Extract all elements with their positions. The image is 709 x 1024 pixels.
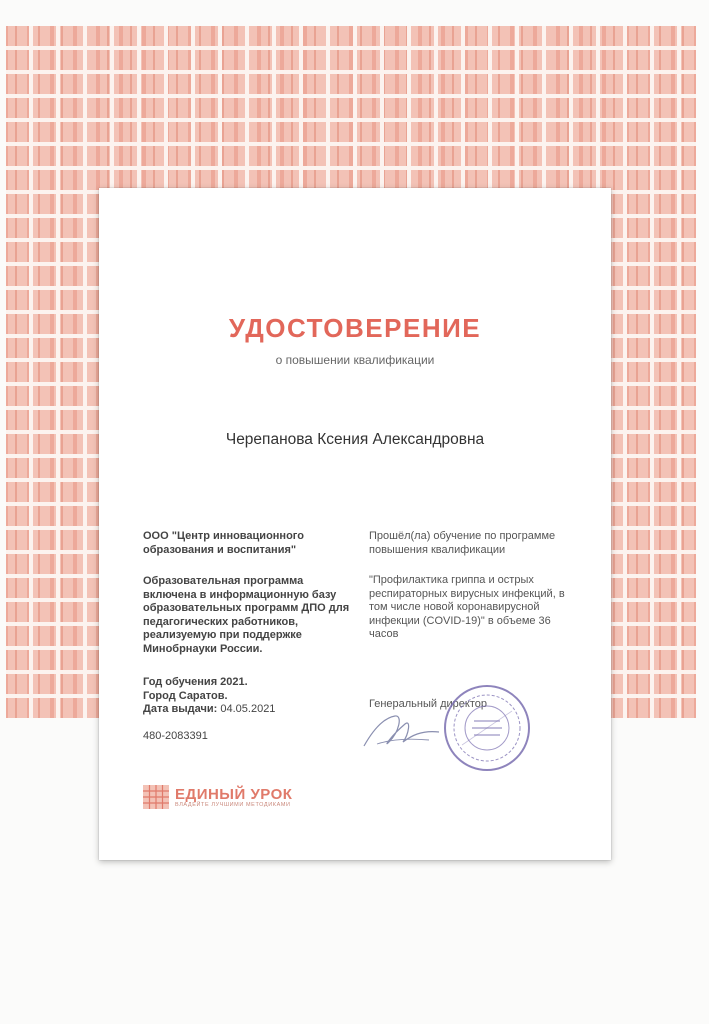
- city: Город Саратов.: [143, 689, 228, 702]
- director-label: Генеральный директор: [369, 698, 487, 710]
- issue-date: 04.05.2021: [220, 703, 276, 715]
- certificate-title: УДОСТОВЕРЕНИЕ: [228, 313, 482, 343]
- certificate-subtitle: о повышении квалификации: [275, 353, 435, 367]
- certificate-page: [99, 188, 611, 860]
- organization-name: ООО "Центр инновационного образования и воспитания": [143, 530, 304, 556]
- logo-tagline: ВЛАДЕЙТЕ ЛУЧШИМИ МЕТОДИКАМИ: [175, 801, 291, 808]
- study-year: Год обучения 2021.: [143, 676, 248, 688]
- registration-number: 480-2083391: [143, 730, 208, 742]
- issue-date-label: Дата выдачи:: [143, 703, 218, 715]
- issue-date-row: [143, 703, 358, 717]
- official-stamp-image: [442, 683, 532, 773]
- issuer-column: [143, 530, 358, 717]
- brand-logo: [143, 785, 292, 809]
- signature-image: [359, 710, 449, 752]
- logo-name: ЕДИНЫЙ УРОК: [175, 785, 293, 803]
- grid-logo-icon: [143, 785, 169, 809]
- program-column: [369, 530, 579, 642]
- recipient-name: Черепанова Ксения Александровна: [225, 431, 485, 448]
- program-note: Образовательная программа включена в информационную базу образовательных программ ДПО для педагогических работников, реализуемую при поддержке Минобрнауки России.: [143, 575, 350, 655]
- training-text: Прошёл(ла) обучение по программе повышения квалификации: [369, 530, 556, 556]
- course-text: "Профилактика гриппа и острых респираторных вирусных инфекций, в том числе новой коронавирусной инфекции (COVID-19)" в объеме 36 часов: [369, 574, 565, 640]
